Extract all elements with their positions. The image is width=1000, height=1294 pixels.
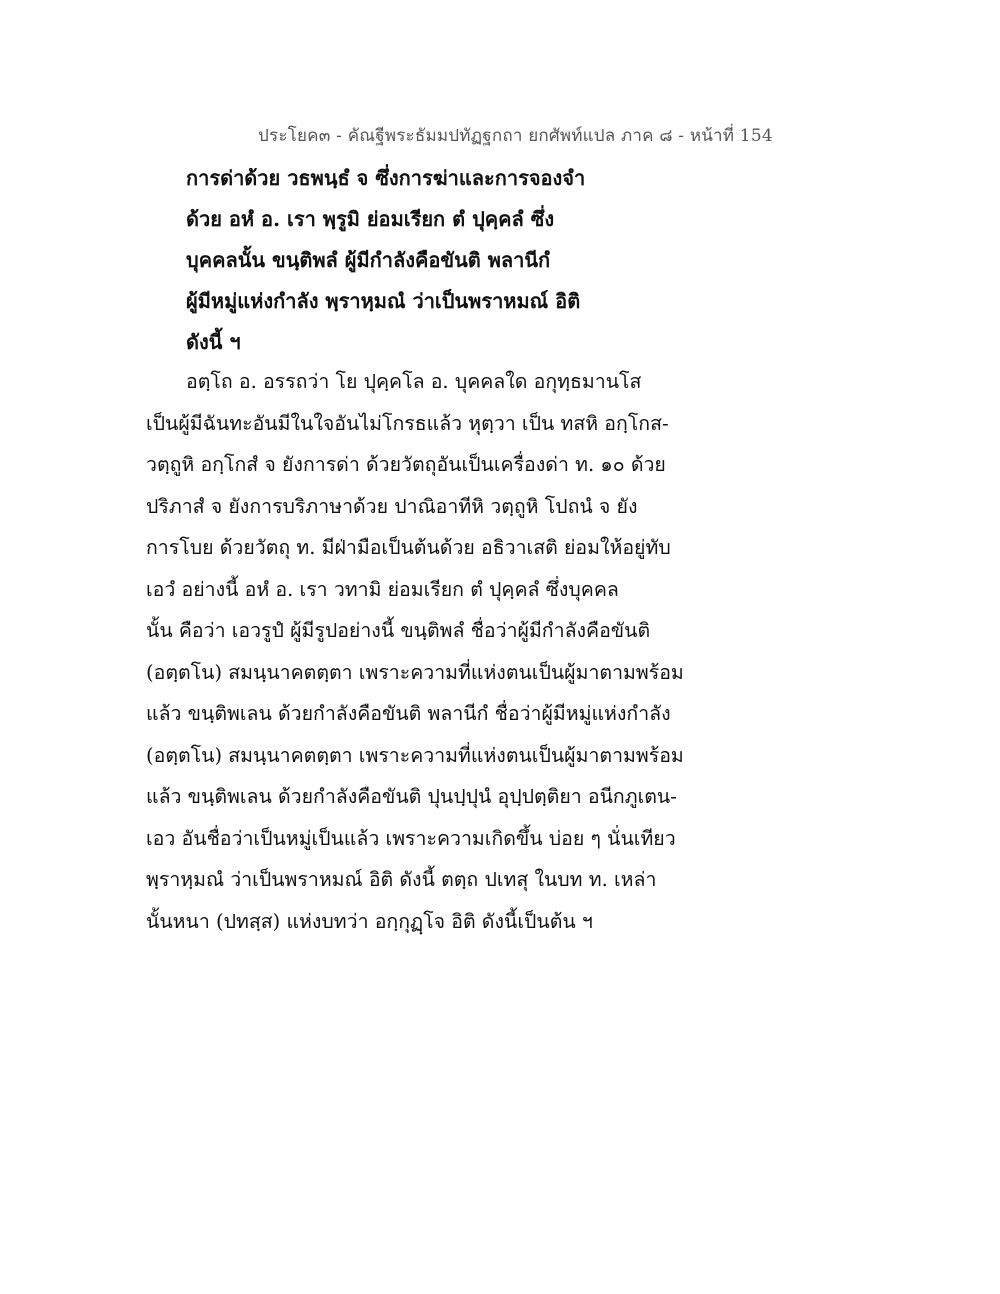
commentary-line: วตฺถูหิ อกฺโกสํ จ ยังการด่า ด้วยวัตถุอันเป็นเครื่องด่า ท. ๑๐ ด้วย (146, 453, 666, 476)
commentary-line: เป็นผู้มีฉันทะอันมีในใจอันไม่โกรธแล้ว หุตฺวา เป็น ทสหิ อกฺโกส- (146, 411, 669, 435)
commentary-line: แล้ว ขนฺติพเลน ด้วยกำลังคือขันติ ปุนปฺปุนํ อุปฺปตฺติยา อนีกภูเตน- (146, 785, 677, 808)
commentary-line: ปริภาสํ จ ยังการบริภาษาด้วย ปาณิอาทีหิ วตฺถูหิ โปถนํ จ ยัง (146, 494, 638, 518)
commentary-line: เอว อันชื่อว่าเป็นหมู่เป็นแล้ว เพราะความเกิดขึ้น บ่อย ๆ นั่นเทียว (146, 826, 676, 850)
verse-line: ผู้มีหมู่แห่งกำลัง พฺราหฺมณํ ว่าเป็นพราหมณ์ อิติ (186, 289, 581, 313)
verse-line: ด้วย อหํ อ. เรา พฺรูมิ ย่อมเรียก ตํ ปุคฺคลํ ซึ่ง (186, 207, 555, 231)
commentary-line: เอวํ อย่างนี้ อหํ อ. เรา วทามิ ย่อมเรียก ตํ ปุคฺคลํ ซึ่งบุคคล (146, 577, 619, 601)
verse-line: ดังนี้ ฯ (186, 330, 241, 354)
commentary-line: นั้น คือว่า เอวรูปํ ผู้มีรูปอย่างนี้ ขนฺติพลํ ชื่อว่าผู้มีกำลังคือขันติ (146, 619, 651, 642)
verse-block (186, 158, 606, 363)
verse-line: บุคคลนั้น ขนฺติพลํ ผู้มีกำลังคือขันติ พลานีกํ (186, 248, 551, 272)
commentary-line: อตฺโถ อ. อรรถว่า โย ปุคฺคโล อ. บุคคลใด อกุทฺธมานโส (186, 370, 642, 393)
commentary-block (146, 361, 686, 942)
verse-line: การด่าด้วย วธพนฺธํ จ ซึ่งการฆ่าและการจองจำ (186, 166, 586, 190)
commentary-line: พฺราหฺมณํ ว่าเป็นพราหมณ์ อิติ ดังนี้ ตตฺถ ปเทสุ ในบท ท. เหล่า (146, 868, 657, 891)
commentary-line: การโบย ด้วยวัตถุ ท. มีฝ่ามือเป็นต้นด้วย อธิวาเสติ ย่อมให้อยู่ทับ (146, 536, 671, 559)
commentary-line: นั้นหนา (ปทสฺส) แห่งบทว่า อกฺกุฏฺโจ อิติ ดังนี้เป็นต้น ฯ (146, 909, 593, 933)
commentary-line: (อตฺตโน) สมนฺนาคตตฺตา เพราะความที่แห่งตนเป็นผู้มาตามพร้อม (146, 660, 684, 684)
commentary-line: แล้ว ขนฺติพเลน ด้วยกำลังคือขันติ พลานีกํ ชื่อว่าผู้มีหมู่แห่งกำลัง (146, 702, 671, 725)
page-header: ประโยค๓ - คัณฐีพระธัมมปทัฏฐกถา ยกศัพท์แปล ภาค ๘ - หน้าที่ 154 (258, 126, 773, 146)
commentary-line: (อตฺตโน) สมนฺนาคตตฺตา เพราะความที่แห่งตนเป็นผู้มาตามพร้อม (146, 743, 684, 767)
